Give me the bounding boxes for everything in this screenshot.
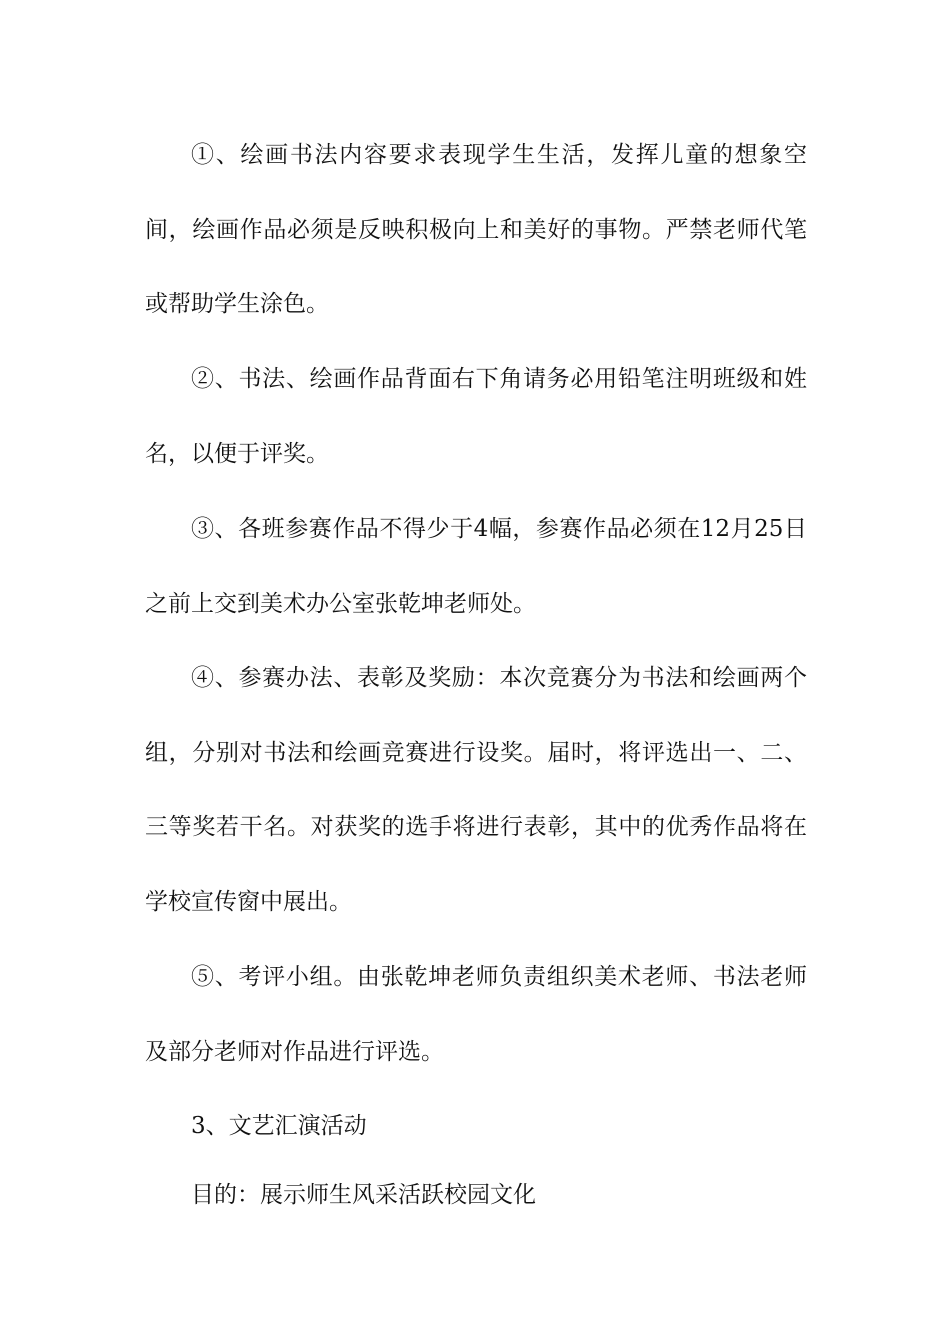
rule-paragraph-1: ①、绘画书法内容要求表现学生生活，发挥儿童的想象空间，绘画作品必须是反映积极向上和美好的事物。严禁老师代笔或帮助学生涂色。	[145, 142, 807, 317]
rule-paragraph-2: ②、书法、绘画作品背面右下角请务必用铅笔注明班级和姓名，以便于评奖。	[145, 366, 807, 467]
section-heading: 3、文艺汇演活动	[191, 1113, 367, 1139]
rule-paragraph-5: ⑤、考评小组。由张乾坤老师负责组织美术老师、书法老师及部分老师对作品进行评选。	[145, 964, 807, 1065]
rule-paragraph-4: ④、参赛办法、表彰及奖励：本次竞赛分为书法和绘画两个组，分别对书法和绘画竞赛进行设奖。届时，将评选出一、二、三等奖若干名。对获奖的选手将进行表彰，其中的优秀作品将在学校宣传窗中展出。	[145, 665, 807, 915]
rule-paragraph-3: ③、各班参赛作品不得少于4幅，参赛作品必须在12月25日之前上交到美术办公室张乾坤老师处。	[145, 516, 807, 617]
purpose-paragraph: 目的：展示师生风采活跃校园文化	[191, 1182, 536, 1208]
